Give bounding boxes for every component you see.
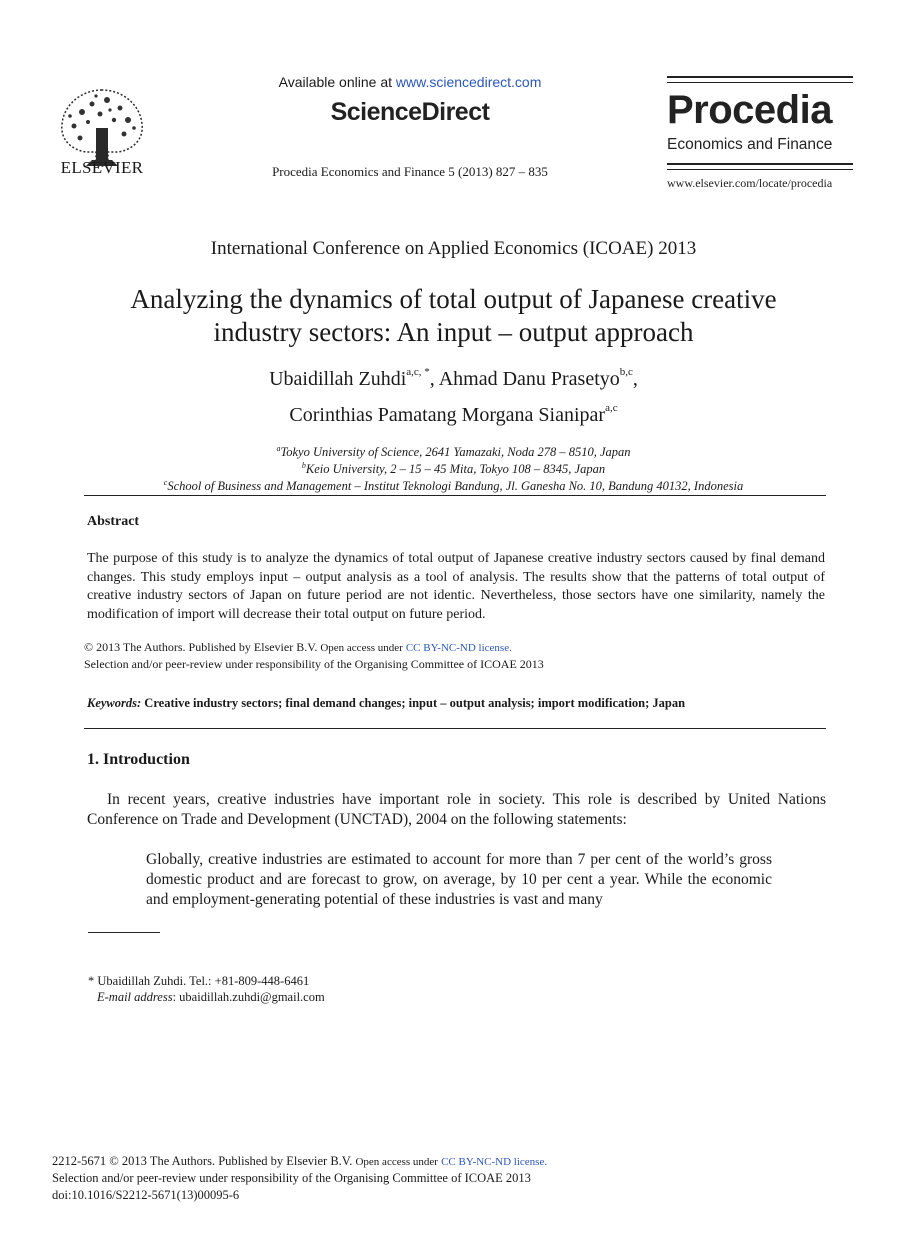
procedia-rule xyxy=(667,82,853,83)
author-sep: , xyxy=(429,368,439,390)
keywords-label: Keywords: xyxy=(87,696,142,710)
footer-issn: 2212-5671 © 2013 The Authors. Published by Elsevier B.V. xyxy=(52,1154,353,1168)
procedia-logo: Procedia xyxy=(667,88,832,132)
available-prefix: Available online at xyxy=(278,74,396,90)
intro-paragraph-text: In recent years, creative industries have important role in society. This role is described by United Nations Conference on Trade and Development (UNCTAD), 2004 on the following statements: xyxy=(87,791,826,828)
footnote-email xyxy=(97,990,325,1005)
author-name: Ahmad Danu Prasetyo xyxy=(438,368,620,390)
affiliation-text: Tokyo University of Science, 2641 Yamazaki, Noda 278 – 8510, Japan xyxy=(280,445,631,459)
abstract-text: The purpose of this study is to analyze the dynamics of total output of Japanese creative industry sectors caused by final demand changes. This study employs input – output analysis as a tool of analysis. The results show that the patterns of total output of creative industry sectors of Japan on future period are not identic. Nevertheless, those sectors have one similarity, namely the modification of import will decrease their total output on future period. xyxy=(87,551,825,622)
divider xyxy=(84,495,826,496)
elsevier-wordmark: ELSEVIER xyxy=(60,158,144,177)
sciencedirect-logo: ScienceDirect xyxy=(330,98,490,126)
procedia-rule xyxy=(667,76,853,78)
footer-copyright xyxy=(52,1154,547,1169)
footer-doi[interactable]: doi:10.1016/S2212-5671(13)00095-6 xyxy=(52,1188,240,1202)
affiliation-text: School of Business and Management – Institut Teknologi Bandung, Jl. Ganesha No. 10, Bandung 40132, Indonesia xyxy=(167,479,744,493)
divider xyxy=(84,728,826,729)
author-sup: a,c, * xyxy=(406,366,430,378)
title-line-2: industry sectors: An input – output approach xyxy=(213,317,694,347)
author-sep: , xyxy=(632,368,638,390)
copyright-text: © 2013 The Authors. Published by Elsevier B.V. xyxy=(84,640,318,654)
open-access-text: Open access under xyxy=(320,642,403,654)
license-link[interactable]: CC BY-NC-ND license. xyxy=(405,642,512,654)
affiliation-sup: c xyxy=(163,478,168,487)
author-sup: b,c xyxy=(619,366,633,378)
email-label: E-mail address xyxy=(97,990,173,1004)
affiliation-sup: b xyxy=(301,461,306,470)
section-heading: 1. Introduction xyxy=(87,751,190,768)
affiliation xyxy=(0,479,907,494)
block-quote: Globally, creative industries are estimated to account for more than 7 per cent of the world’s gross domestic product and are forecast to grow, on average, by 10 per cent a year. While the economic and employment-generating potential of these industries is vast and many xyxy=(146,851,772,908)
paper-title xyxy=(60,283,847,349)
title-line-1: Analyzing the dynamics of total output of Japanese creative xyxy=(130,284,777,314)
footnote-contact: * Ubaidillah Zuhdi. Tel.: +81-809-448-6461 xyxy=(88,974,310,988)
footer-license-link[interactable]: CC BY-NC-ND license. xyxy=(441,1156,548,1168)
footer-open-access: Open access under xyxy=(355,1156,438,1168)
footer-peer-review: Selection and/or peer-review under responsibility of the Organising Committee of ICOAE 2013 xyxy=(52,1171,531,1185)
keywords-text: Creative industry sectors; final demand changes; input – output analysis; import modification; Japan xyxy=(144,696,686,710)
author-line-1 xyxy=(0,368,907,391)
footnote-rule xyxy=(88,932,160,933)
procedia-url[interactable]: www.elsevier.com/locate/procedia xyxy=(667,176,833,190)
intro-paragraph xyxy=(87,790,826,830)
available-online-line xyxy=(230,74,590,90)
affiliation-sup: a xyxy=(276,444,281,453)
affiliation xyxy=(0,445,907,460)
abstract-copyright xyxy=(84,640,512,655)
author-name: Ubaidillah Zuhdi xyxy=(269,368,407,390)
abstract-peer-review: Selection and/or peer-review under responsibility of the Organising Committee of ICOAE 2013 xyxy=(84,657,544,671)
keywords xyxy=(87,696,685,711)
sciencedirect-link[interactable]: www.sciencedirect.com xyxy=(395,74,542,90)
procedia-rule xyxy=(667,163,853,165)
affiliation xyxy=(0,462,907,477)
email-value: : ubaidillah.zuhdi@gmail.com xyxy=(172,990,325,1004)
procedia-rule xyxy=(667,169,853,170)
affiliation-text: Keio University, 2 – 15 – 45 Mita, Tokyo 108 – 8345, Japan xyxy=(305,462,606,476)
abstract-heading: Abstract xyxy=(87,514,140,529)
journal-reference: Procedia Economics and Finance 5 (2013) 827 – 835 xyxy=(272,164,548,179)
author-sup: a,c xyxy=(605,402,618,414)
procedia-subtitle: Economics and Finance xyxy=(667,136,833,153)
author-line-2 xyxy=(0,404,907,427)
conference-name: International Conference on Applied Economics (ICOAE) 2013 xyxy=(210,238,697,259)
author-name: Corinthias Pamatang Morgana Sianipar xyxy=(289,404,606,426)
